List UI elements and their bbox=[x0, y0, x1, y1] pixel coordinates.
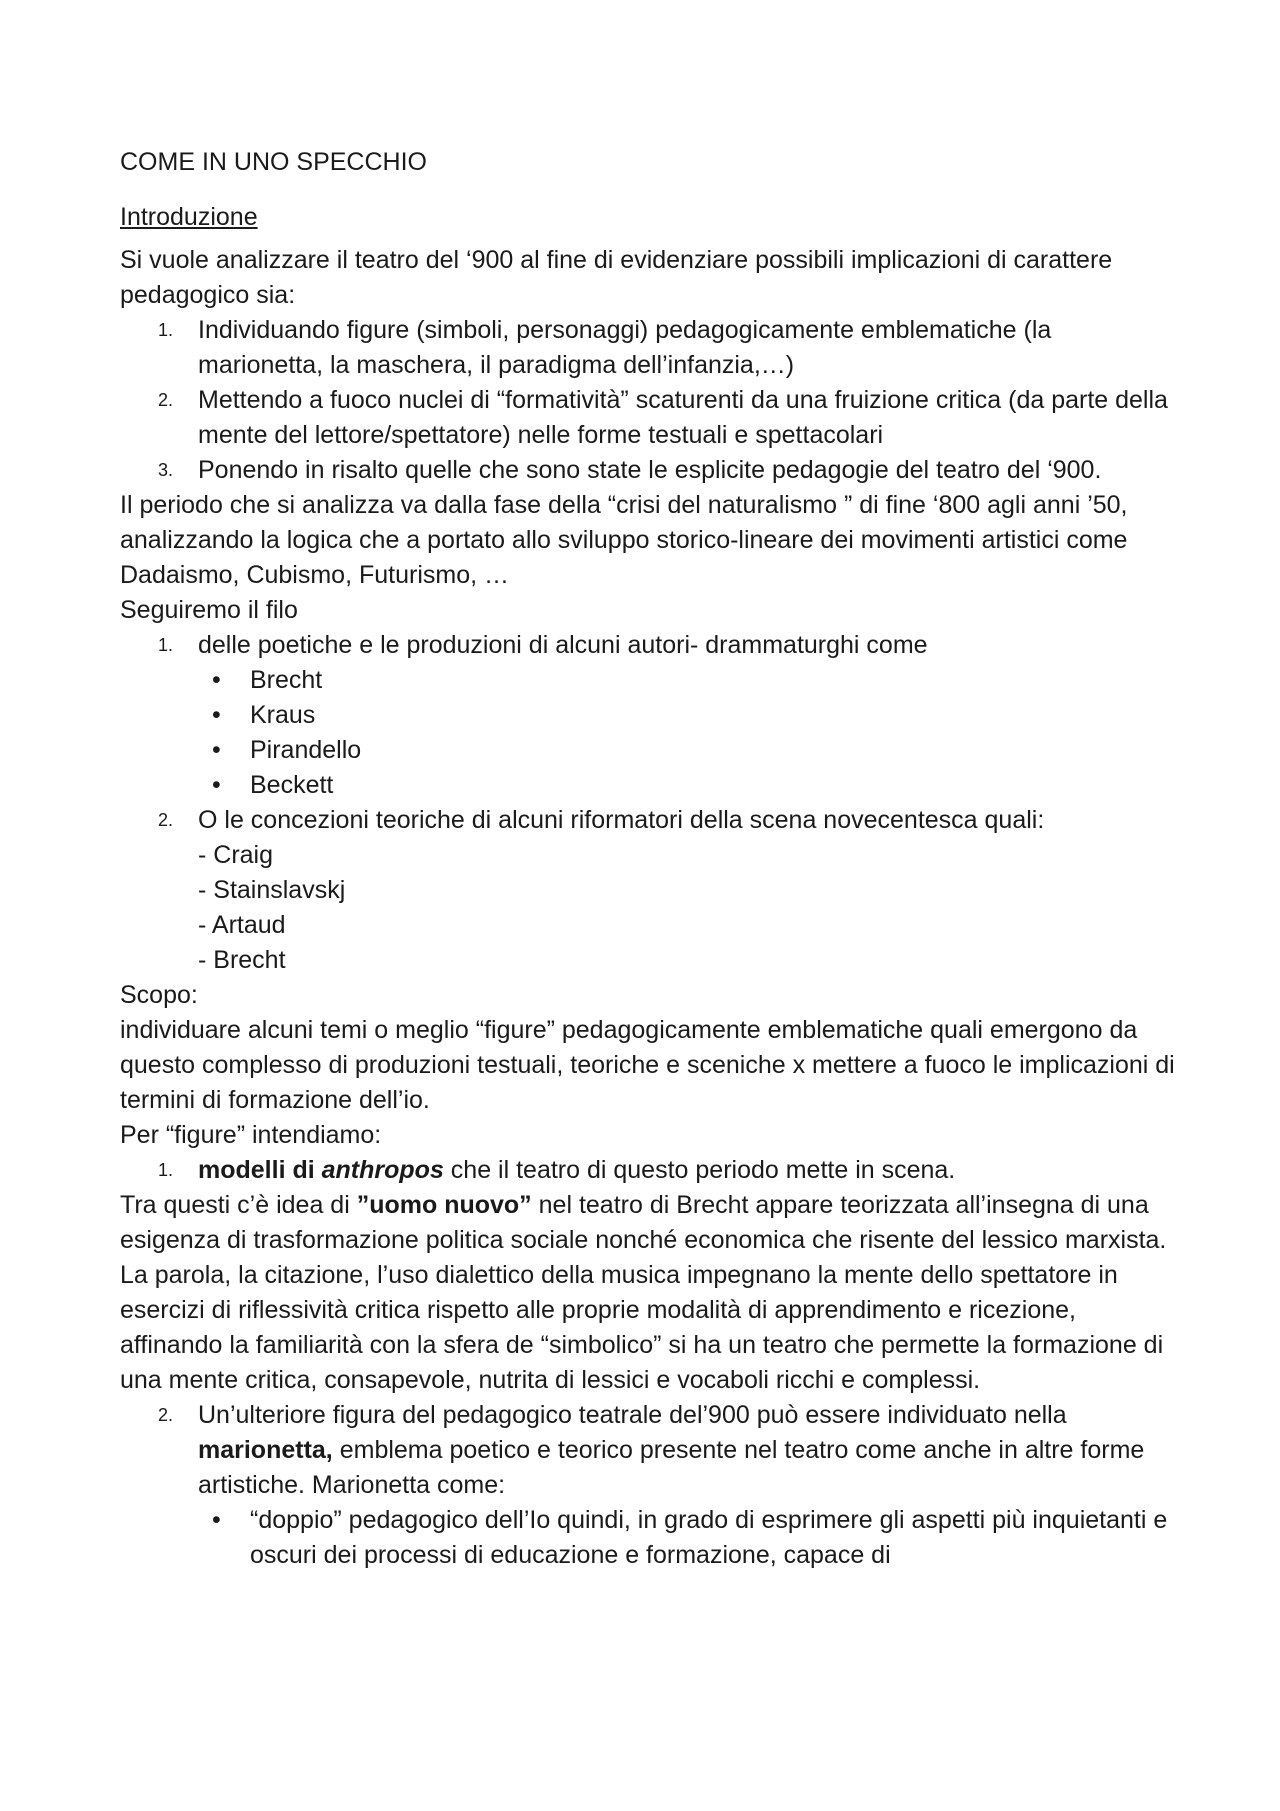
marionetta-list bbox=[198, 1503, 1180, 1573]
aims-list-item bbox=[120, 383, 1180, 453]
figures-list-1 bbox=[120, 1153, 1180, 1188]
authors-list bbox=[198, 663, 1180, 803]
bullet-icon: • bbox=[212, 1506, 221, 1534]
reformers-list bbox=[198, 838, 1180, 978]
parola-paragraph: La parola, la citazione, l’uso dialettico della musica impegnano la mente dello spettatore in esercizi di riflessività critica rispetto alle proprie modalità di apprendimento e ricezione, affinando la familiarità con la sfera de “simbolico” si ha un teatro che permette la formazione di una mente critica, consapevole, nutrita di lessici e vocaboli ricchi e complessi. bbox=[120, 1261, 1164, 1394]
list-number: 2. bbox=[158, 1405, 174, 1425]
document-body bbox=[120, 145, 1180, 1573]
bullet-icon: • bbox=[212, 666, 221, 694]
thread-list-item bbox=[120, 628, 1180, 803]
list-number: 1. bbox=[158, 320, 174, 340]
list-item-text: delle poetiche e le produzioni di alcuni autori- drammaturghi come bbox=[198, 631, 928, 659]
figures-list-2 bbox=[120, 1398, 1180, 1573]
figures-label: Per “figure” intendiamo: bbox=[120, 1121, 382, 1149]
reformer-item: - Craig bbox=[198, 841, 274, 869]
list-item-text: Mettendo a fuoco nuclei di “formatività” scaturenti da una fruizione critica (da parte della mente del lettore/spettatore) nelle forme testuali e spettacolari bbox=[198, 386, 1168, 449]
figure-text: che il teatro di questo periodo mette in scena. bbox=[443, 1156, 956, 1184]
author-name: Kraus bbox=[250, 701, 316, 729]
aims-list bbox=[120, 313, 1180, 488]
list-number: 2. bbox=[158, 390, 174, 410]
bullet-icon: • bbox=[212, 736, 221, 764]
marionetta-text: “doppio” pedagogico dell’Io quindi, in grado di esprimere gli aspetti più inquietanti e oscuri dei processi di educazione e formazione, capace di bbox=[250, 1506, 1168, 1569]
follow-line: Seguiremo il filo bbox=[120, 596, 298, 624]
figure-item bbox=[120, 1153, 1180, 1188]
list-item-text: Ponendo in risalto quelle che sono state le esplicite pedagogie del teatro del ‘900. bbox=[198, 456, 1102, 484]
brecht-paragraph bbox=[120, 1188, 1180, 1258]
brecht-bold-text: ”uomo nuovo” bbox=[356, 1191, 532, 1219]
reformer-item: - Artaud bbox=[198, 911, 286, 939]
list-number: 1. bbox=[158, 635, 174, 655]
thread-list-item bbox=[120, 803, 1180, 978]
marionetta-item bbox=[198, 1503, 1180, 1573]
aims-list-item bbox=[120, 313, 1180, 383]
list-number: 2. bbox=[158, 810, 174, 830]
author-name: Beckett bbox=[250, 771, 334, 799]
scope-label: Scopo: bbox=[120, 981, 198, 1009]
brecht-text-a: Tra questi c’è idea di bbox=[120, 1191, 357, 1219]
bullet-icon: • bbox=[212, 701, 221, 729]
figure-text-a: Un’ulteriore figura del pedagogico teatrale del’900 può essere individuato nella bbox=[198, 1401, 1067, 1429]
figure-bold-text: modelli di bbox=[198, 1156, 322, 1184]
thread-list bbox=[120, 628, 1180, 978]
author-item bbox=[198, 663, 1180, 698]
author-name: Pirandello bbox=[250, 736, 362, 764]
scope-paragraph: individuare alcuni temi o meglio “figure” pedagogicamente emblematiche quali emergono da questo complesso di produzioni testuali, teoriche e sceniche x mettere a fuoco le implicazioni di termini di formazione dell’io. bbox=[120, 1016, 1175, 1114]
list-item-text: Individuando figure (simboli, personaggi) pedagogicamente emblematiche (la marionetta, la maschera, il paradigma dell’infanzia,…) bbox=[198, 316, 1052, 379]
figure-bold-italic-text: anthropos bbox=[321, 1156, 444, 1184]
figure-item bbox=[120, 1398, 1180, 1573]
brecht-text-b: nel teatro di Brecht appare teorizzata all’insegna di una esigenza di trasformazione politica sociale nonché economica che risente del lessico marxista. bbox=[120, 1191, 1167, 1254]
section-heading: Introduzione bbox=[120, 203, 258, 231]
author-item bbox=[198, 768, 1180, 803]
figure-bold-text: marionetta, bbox=[198, 1436, 333, 1464]
intro-paragraph: Si vuole analizzare il teatro del ‘900 al fine di evidenziare possibili implicazioni di carattere pedagogico sia: bbox=[120, 246, 1113, 309]
figure-text-b: emblema poetico e teorico presente nel teatro come anche in altre forme artistiche. Marionetta come: bbox=[198, 1436, 1145, 1499]
list-number: 1. bbox=[158, 1160, 174, 1180]
list-item-text: O le concezioni teoriche di alcuni riformatori della scena novecentesca quali: bbox=[198, 806, 1045, 834]
reformer-item: - Stainslavskj bbox=[198, 876, 346, 904]
document-title: COME IN UNO SPECCHIO bbox=[120, 148, 427, 176]
author-name: Brecht bbox=[250, 666, 323, 694]
author-item bbox=[198, 733, 1180, 768]
list-number: 3. bbox=[158, 460, 174, 480]
author-item bbox=[198, 698, 1180, 733]
aims-list-item bbox=[120, 453, 1180, 488]
bullet-icon: • bbox=[212, 771, 221, 799]
period-paragraph: Il periodo che si analizza va dalla fase della “crisi del naturalismo ” di fine ‘800 agli anni ’50, analizzando la logica che a portato allo sviluppo storico-lineare dei movimenti artistici come Dadaismo, Cubismo, Futurismo, … bbox=[120, 491, 1128, 589]
reformer-item: - Brecht bbox=[198, 946, 286, 974]
